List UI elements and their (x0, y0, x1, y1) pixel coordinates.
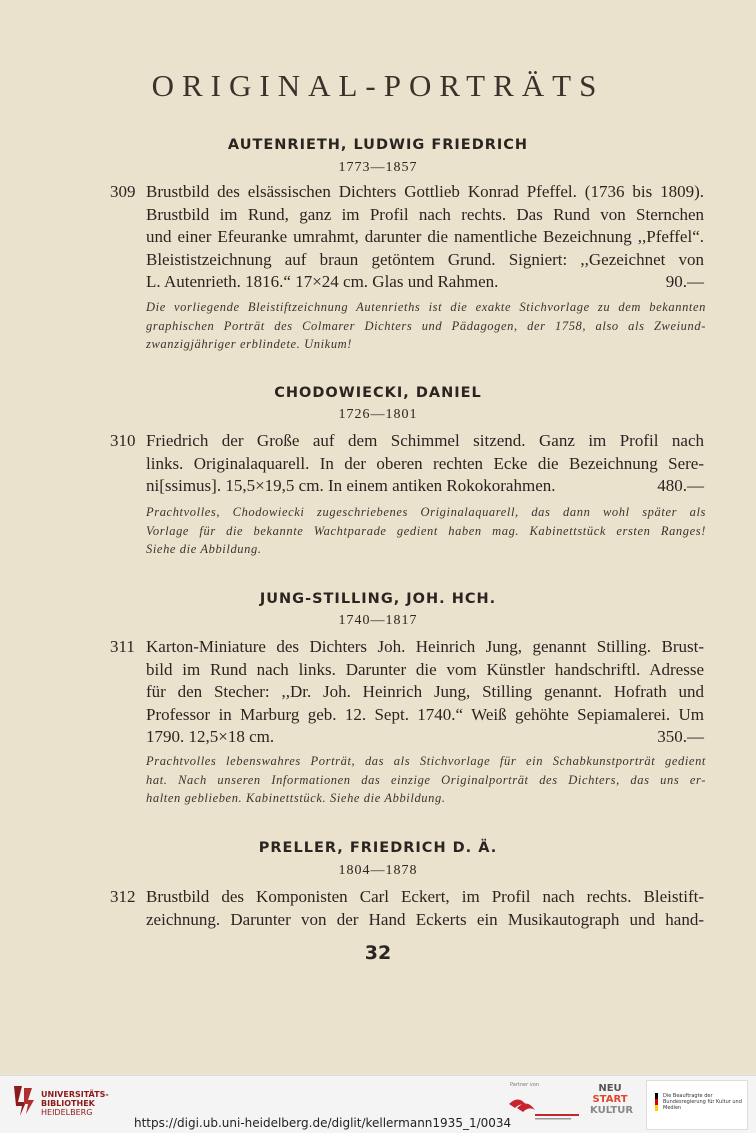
library-name-line: BIBLIOTHEK (41, 1099, 95, 1108)
description-line: Brustbild des Komponisten Carl Eckert, im Profil nach rechts. Bleistift- (146, 887, 704, 906)
neustart-kultur-logo[interactable] (590, 1083, 634, 1127)
note-line: halten geblieben. Kabinettstück. Siehe die Abbildung. (146, 791, 446, 805)
library-name[interactable] (41, 1090, 109, 1117)
lot-number: 309 (110, 182, 136, 201)
partner-logo-icon[interactable] (505, 1090, 585, 1126)
artist-heading: CHODOWIECKI, DANIEL (274, 385, 482, 401)
lot-price: 90.— (665, 272, 704, 291)
lot-price: 480.— (657, 476, 704, 495)
library-name-line: HEIDELBERG (41, 1108, 93, 1117)
library-name-line: UNIVERSITÄTS- (41, 1090, 109, 1099)
note-line: zwanzigjähriger erblindete. Unikum! (146, 337, 353, 351)
note-line: Vorlage für die bekannte Wachtparade gedient haben mag. Kabinettstück ersten Ranges! (146, 523, 706, 538)
bkm-logo[interactable] (646, 1080, 748, 1130)
description-line: links. Originalaquarell. In der oberen rechten Ecke die Bezeichnung Sere- (146, 453, 704, 473)
neustart-line: START (592, 1094, 628, 1105)
artist-heading: PRELLER, FRIEDRICH D. Ä. (258, 840, 498, 856)
note-line: Prachtvolles, Chodowiecki zugeschriebenes Originalaquarell, das dann wohl später als (146, 505, 706, 519)
description-text: L. Autenrieth. 1816.“ 17×24 cm. Glas und Rahmen. (146, 272, 499, 291)
bkm-text: Die Beauftragte der Bundesregierung für Kultur und Medien (663, 1093, 742, 1111)
lot-price: 350.— (657, 727, 704, 746)
description-line: Brustbild im Rund, ganz im Profil nach rechts. Das Rund von Sternchen (146, 204, 704, 224)
note-line: hat. Nach unseren Informationen das einzige Originalporträt des Dichters, das uns er- (146, 772, 706, 787)
description-line: und einer Efeuranke umrahmt, darunter die namentliche Bezeichnung ,,Pfeffel“. (146, 227, 704, 246)
lot-description (110, 886, 704, 931)
artist-heading: AUTENRIETH, LUDWIG FRIEDRICH (227, 137, 529, 153)
page-title: ORIGINAL-PORTRÄTS (151, 68, 605, 103)
description-line: Professor in Marburg geb. 12. Sept. 1740.“ Weiß gehöhte Sepiamalerei. Um (146, 704, 704, 724)
description-line (146, 475, 704, 498)
description-line: bild im Rund nach links. Darunter die vom Künstler handschriftl. Adresse (146, 659, 704, 679)
description-line: Brustbild des elsässischen Dichters Gottlieb Konrad Pfeffel. (1736 bis 1809). (146, 182, 704, 201)
artist-years: 1726—1801 (338, 407, 418, 422)
lot-number: 312 (110, 887, 136, 906)
description-text: ni[ssimus]. 15,5×19,5 cm. In einem antiken Rokokorahmen. (146, 476, 556, 495)
description-text: 1790. 12,5×18 cm. (146, 727, 275, 746)
neustart-line: KULTUR (590, 1105, 634, 1116)
description-line: Karton-Miniature des Dichters Joh. Heinrich Jung, genannt Stilling. Brust- (146, 637, 704, 656)
description-line: Friedrich der Große auf dem Schimmel sitzend. Ganz im Profil nach (146, 431, 704, 450)
description-line: Bleististzeichnung auf braun getöntem Grund. Signiert: ,,Gezeichnet von (146, 249, 704, 269)
note-line: Die vorliegende Bleistiftzeichnung Autenrieths ist die exakte Stichvorlage zu dem bekannten (146, 300, 706, 314)
note-line: graphischen Porträt des Colmarer Dichters und Pädagogen, der 1758, also als Zweiund- (146, 318, 706, 333)
lot-number: 310 (110, 431, 136, 450)
artist-years: 1740—1817 (338, 613, 418, 628)
permalink[interactable]: https://digi.ub.uni-heidelberg.de/diglit/kellermann1935_1/0034 (134, 1116, 512, 1130)
description-line (146, 271, 704, 294)
lot-number: 311 (110, 637, 135, 656)
viewer-footer (0, 1075, 756, 1133)
lot-note (146, 752, 706, 808)
neustart-line: NEU (598, 1083, 622, 1094)
lot-note (146, 503, 706, 559)
partner-label: Partner von (510, 1082, 539, 1088)
page-number: 32 (364, 942, 392, 964)
lot-description (110, 181, 704, 294)
note-line: Siehe die Abbildung. (146, 542, 262, 556)
lot-description (110, 430, 704, 498)
description-line: für den Stecher: ,,Dr. Joh. Heinrich Jung, Stilling genannt. Hofrath und (146, 682, 704, 701)
artist-years: 1773—1857 (338, 160, 418, 175)
lot-note (146, 298, 706, 354)
note-line: Prachtvolles lebenswahres Porträt, das als Stichvorlage für ein Schabkunstporträt gedient (146, 754, 706, 768)
description-line (146, 726, 704, 749)
library-logo-icon (10, 1082, 36, 1120)
artist-heading: JUNG-STILLING, JOH. HCH. (259, 591, 497, 607)
german-flag-icon (655, 1093, 658, 1111)
description-line: zeichnung. Darunter von der Hand Eckerts ein Musikautograph und hand- (146, 909, 704, 929)
lot-description (110, 636, 704, 749)
artist-years: 1804—1878 (338, 863, 418, 878)
